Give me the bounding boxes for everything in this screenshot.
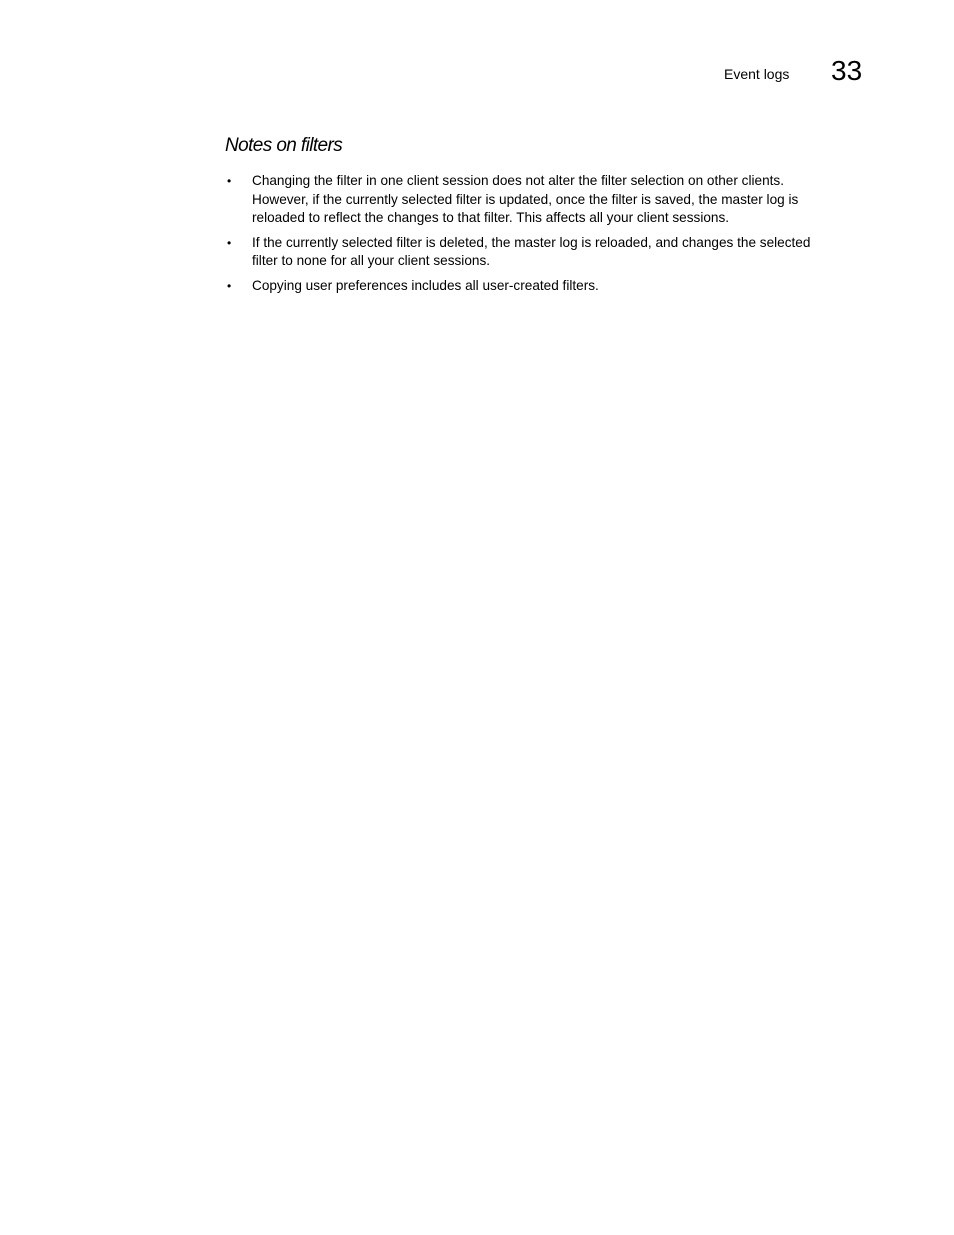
bullet-text-line: Changing the filter in one client session does not alter the filter selection on other clients. bbox=[252, 173, 784, 188]
bullet-text-segment: filter to bbox=[252, 253, 297, 269]
notes-bullet-list bbox=[225, 172, 875, 296]
bullet-text-line: reloaded to reflect the changes to that filter. This affects all your client sessions. bbox=[252, 210, 730, 226]
bullet-text-line: However, if the currently selected filter is updated, once the filter is saved, the master log is bbox=[252, 191, 799, 207]
bullet-item bbox=[225, 234, 875, 271]
bullet-icon: • bbox=[227, 278, 232, 293]
bullet-item bbox=[225, 277, 875, 296]
bullet-text-line bbox=[252, 252, 875, 271]
running-header-title: Event logs bbox=[724, 66, 790, 82]
code-keyword-none: none bbox=[296, 253, 327, 269]
bullet-icon: • bbox=[227, 235, 232, 250]
section-heading: Notes on filters bbox=[225, 135, 343, 156]
bullet-item bbox=[225, 172, 875, 228]
bullet-text-line: Copying user preferences includes all user-created filters. bbox=[252, 277, 599, 293]
bullet-text-line: If the currently selected filter is deleted, the master log is reloaded, and changes the selected bbox=[252, 234, 811, 250]
bullet-text-segment: for all your client sessions. bbox=[326, 253, 491, 269]
bullet-icon: • bbox=[227, 174, 232, 188]
chapter-number: 33 bbox=[831, 55, 863, 86]
